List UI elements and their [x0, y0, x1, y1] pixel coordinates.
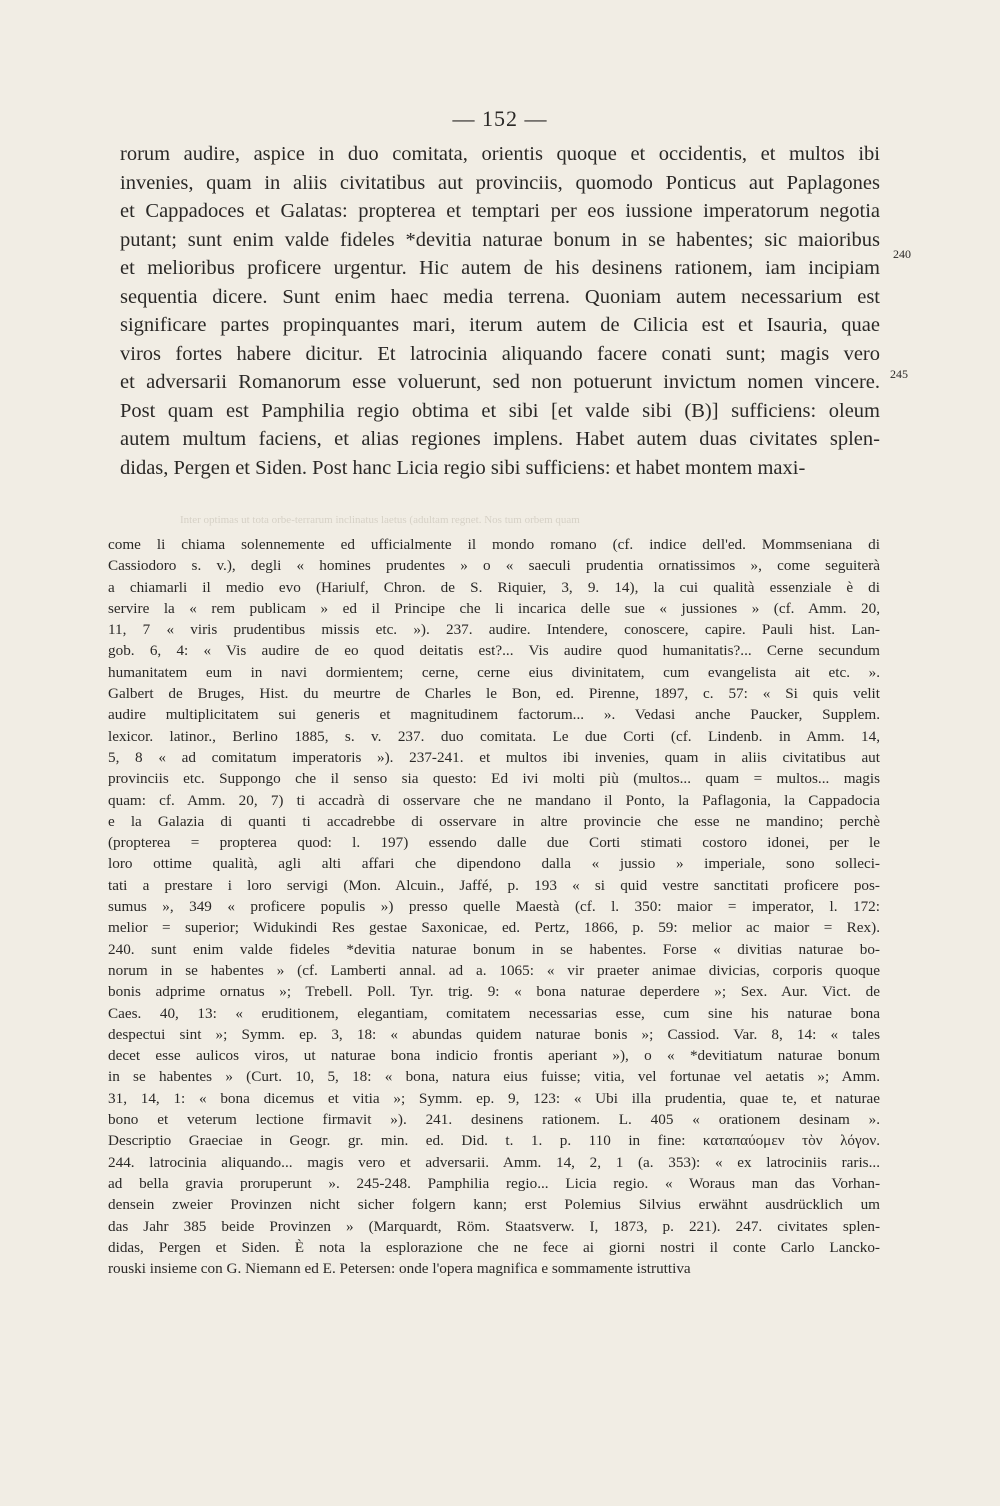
- footnote-line: Cassiodoro s. v.), degli « homines prudentes » o « saeculi prudentia ornatissimos », come seguiterà: [108, 557, 880, 575]
- footnote-line: 5, 8 « ad comitatum imperatoris »). 237-241. et multos ibi invenies, quam in aliis civitatibus aut: [108, 748, 880, 766]
- main-text: [120, 140, 880, 482]
- footnote-line: lexicor. latinor., Berlino 1885, s. v. 237. duo comitata. Le due Corti (cf. Lindenb. in Amm. 14,: [108, 727, 880, 745]
- footnote-line: tati a prestare i loro servigi (Mon. Alcuin., Jaffé, p. 193 « si quid vestre sanctitati proficere pos-: [108, 876, 880, 894]
- footnote-line: Descriptio Graeciae in Geogr. gr. min. ed. Did. t. 1. p. 110 in fine: καταπαύομεν τὸν λόγον.: [108, 1132, 880, 1150]
- footnote-line: 240. sunt enim valde fideles *devitia naturae bonum in se habentes. Forse « divitias naturae bo-: [108, 940, 880, 958]
- bleed-through-text: Inter optimas ut tota orbe-terrarum inclinatus laetus (adultam regnet. Nos tum orbem quam: [180, 514, 580, 526]
- footnote-line: Galbert de Bruges, Hist. du meurtre de Charles le Bon, ed. Pirenne, 1897, c. 57: « Si quis velit: [108, 685, 880, 703]
- footnote-line: das Jahr 385 beide Provinzen » (Marquardt, Röm. Staatsverw. I, 1873, p. 221). 247. civitates splen-: [108, 1217, 880, 1235]
- footnote-line: loro ottime qualità, agli alti affari che dipendono dalla « jussio » imperiale, sono solleci-: [108, 855, 880, 873]
- main-text-line: et melioribus proficere urgentur. Hic autem de his desinens rationem, iam incipiam: [120, 257, 880, 279]
- footnote-line: ad bella gravia proruperunt ». 245-248. Pamphilia regio... Licia regio. « Woraus man das Vorhan-: [108, 1174, 880, 1192]
- footnote-line: provinciis etc. Suppongo che il senso sia questo: Ed ivi molti più (multos... quam = multos... magis: [108, 770, 880, 788]
- footnote-line: melior = superior; Widukindi Res gestae Saxonicae, ed. Pertz, 1866, p. 59: melior ac maior = Rex).: [108, 919, 880, 937]
- footnote-line: e la Galazia di quanti ti accadrebbe di osservare in altre provincie che esse ne mandino; perchè: [108, 812, 880, 830]
- footnote-line: rouski insieme con G. Niemann ed E. Petersen: onde l'opera magnifica e sommamente istruttiva: [108, 1260, 691, 1278]
- main-text-line: autem multum faciens, et alias regiones implens. Habet autem duas civitates splen-: [120, 428, 880, 450]
- footnote-line: (propterea = propterea quod: l. 197) essendo dalle due Corti stimati costoro idonei, per le: [108, 834, 880, 852]
- footnote-line: 11, 7 « viris prudentibus missis etc. »). 237. audire. Intendere, conoscere, capire. Pauli hist. Lan-: [108, 621, 880, 639]
- main-text-line: putant; sunt enim valde fideles *devitia naturae bonum in se habentes; sic maioribus: [120, 228, 880, 251]
- main-text-line: didas, Pergen et Siden. Post hanc Licia regio sibi sufficiens: et habet montem maxi-: [120, 456, 806, 479]
- footnote-line: servire la « rem publicam » ed il Principe che li incarica delle sue « jussiones » (cf. Amm. 20,: [108, 599, 880, 617]
- footnote-line: humanitatem eum in navi dormientem; cerne, cerne eius divinitatem, cum evangelista ait etc. ».: [108, 663, 880, 681]
- line-number-240: 240: [893, 247, 911, 261]
- footnote-line: gob. 6, 4: « Vis audire de eo quod deitatis est?... Vis audire quod humanitatis?... Cerne secundum: [108, 642, 880, 660]
- footnote-line: bonis adprime ornatus »; Trebell. Poll. Tyr. trig. 9: « bona naturae deperdere »; Sex. Aur. Vict. de: [108, 983, 880, 1001]
- footnote-line: 31, 14, 1: « bona dicemus et vitia »; Symm. ep. 9, 123: « Ubi illa prudentia, quae te, et naturae: [108, 1089, 880, 1107]
- page-number: — 152 —: [452, 106, 548, 131]
- footnote-line: decet esse aulicos viros, ut naturae bona indicio frontis aperiant »), o « *devitiatum naturae bonum: [108, 1047, 880, 1065]
- footnote-line: despectui sint »; Symm. ep. 3, 18: « abundas quidem naturae bonis »; Cassiod. Var. 8, 14: « tales: [108, 1025, 880, 1043]
- main-text-line: sequentia dicere. Sunt enim haec media terrena. Quoniam autem necessarium est: [120, 285, 880, 308]
- footnote-line: in se habentes » (Curt. 10, 5, 18: « bona, natura eius fuisse; vitia, vel fortunae vel aetatis »; Amm.: [108, 1068, 880, 1086]
- main-text-line: viros fortes habere dicitur. Et latrocinia aliquando facere conati sunt; magis vero: [120, 342, 880, 365]
- main-text-line: et adversarii Romanorum esse voluerunt, sed non potuerunt invictum nomen vincere.: [120, 371, 880, 393]
- footnote-line: audire multiplicitatem sui generis et magnitudinem factorum... ». Vedasi anche Paucker, Supplem.: [108, 706, 880, 724]
- footnote-line: a chiamarli il medio evo (Hariulf, Chron. de S. Riquier, 3, 9. 14), la cui qualità essenziale è di: [108, 578, 880, 596]
- footnote-line: norum in se habentes » (cf. Lamberti annal. ad a. 1065: « vir praeter animae divicias, corporis quoque: [108, 961, 880, 979]
- main-text-line: Post quam est Pamphilia regio obtima et sibi [et valde sibi (B)] sufficiens: oleum: [120, 399, 880, 422]
- line-number-245: 245: [890, 367, 908, 381]
- footnote-line: 244. latrocinia aliquando... magis vero et adversarii. Amm. 14, 2, 1 (a. 353): « ex latrociniis raris...: [108, 1153, 880, 1171]
- footnote-line: sumus », 349 « proficere populis ») presso quelle Maestà (cf. l. 350: maior = imperator, l. 172:: [108, 898, 880, 916]
- footnote-line: Caes. 40, 13: « eruditionem, elegantiam, comitatem necessarias esse, cum sine his naturae bona: [108, 1004, 880, 1022]
- footnote-line: quam: cf. Amm. 20, 7) ti accadrà di osservare che ne mandano il Ponto, la Paflagonia, la Cappadocia: [108, 791, 880, 809]
- footnotes: [108, 534, 880, 1279]
- footnote-line: didas, Pergen et Siden. È nota la esplorazione che ne fece ai giorni nostri il conte Carlo Lancko-: [108, 1238, 880, 1256]
- main-text-line: rorum audire, aspice in duo comitata, orientis quoque et occidentis, et multos ibi: [120, 143, 880, 165]
- main-text-line: significare partes propinquantes mari, iterum autem de Cilicia est et Isauria, quae: [120, 314, 880, 336]
- footnote-line: bono et veterum lectione firmavit »). 241. desinens rationem. L. 405 « orationem desinam ».: [108, 1111, 880, 1129]
- footnote-line: densein zweier Provinzen nicht sicher folgern kann; erst Polemius Silvius erwähnt ausdrücklich um: [108, 1196, 880, 1214]
- main-text-line: invenies, quam in aliis civitatibus aut provinciis, quomodo Ponticus aut Paplagones: [120, 171, 880, 194]
- main-text-line: et Cappadoces et Galatas: propterea et temptari per eos iussione imperatorum negotia: [120, 200, 880, 222]
- footnote-line: come li chiama solennemente ed ufficialmente il mondo romano (cf. indice dell'ed. Mommseniana di: [108, 536, 880, 553]
